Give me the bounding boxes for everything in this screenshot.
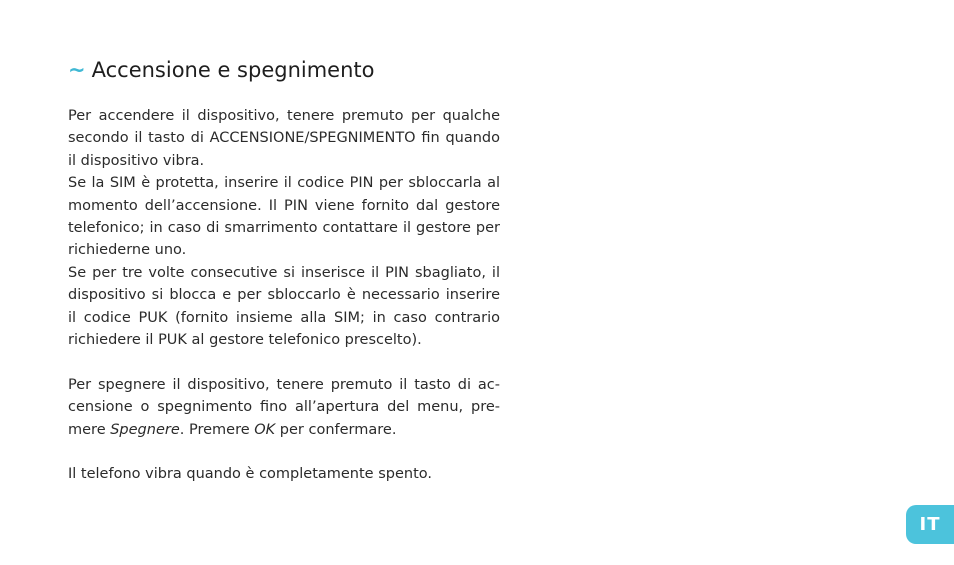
paragraph-sim-pin: Se la SIM è protetta, inserire il codice PIN per sbloccarla al momento dell’accensione. Il PIN viene fornito dal gestore telefonico; in caso di smarrimento contattare il gestore per richiederne uno. [68,175,500,259]
power-off-option: Spegnere [110,421,180,438]
paragraph-puk: Se per tre volte consecutive si inserisce il PIN sbagliato, il dispositivo si blocca e per sbloccarlo è necessario inserire il codice PUK (fornito insieme alla SIM; in caso contrario richiedere il PUK al gestore telefonico prescelto). [68,264,500,349]
power-off-text-1: Per spegnere il dispositivo, tenere premuto il tasto di accensione o spegnimento fino all’apertura del menu, premere [68,376,500,438]
section-title: Accensione e spegnimento [91,58,375,82]
language-tab: IT [906,505,954,544]
body-text [68,105,500,486]
paragraph-power-off [68,374,500,441]
ok-key: OK [254,421,276,438]
power-off-text-2: . Premere [179,421,255,438]
paragraph-vibrate-off: Il telefono vibra quando è completamente spento. [68,466,432,483]
tilde-icon: ~ [68,58,86,82]
paragraph-power-on: Per accendere il dispositivo, tenere premuto per qualche secondo il tasto di ACCENSIONE/SPEGNIMENTO fin quando il dispositivo vibra. [68,108,500,169]
power-off-text-3: per confermare. [275,421,397,438]
section-heading [68,56,374,84]
